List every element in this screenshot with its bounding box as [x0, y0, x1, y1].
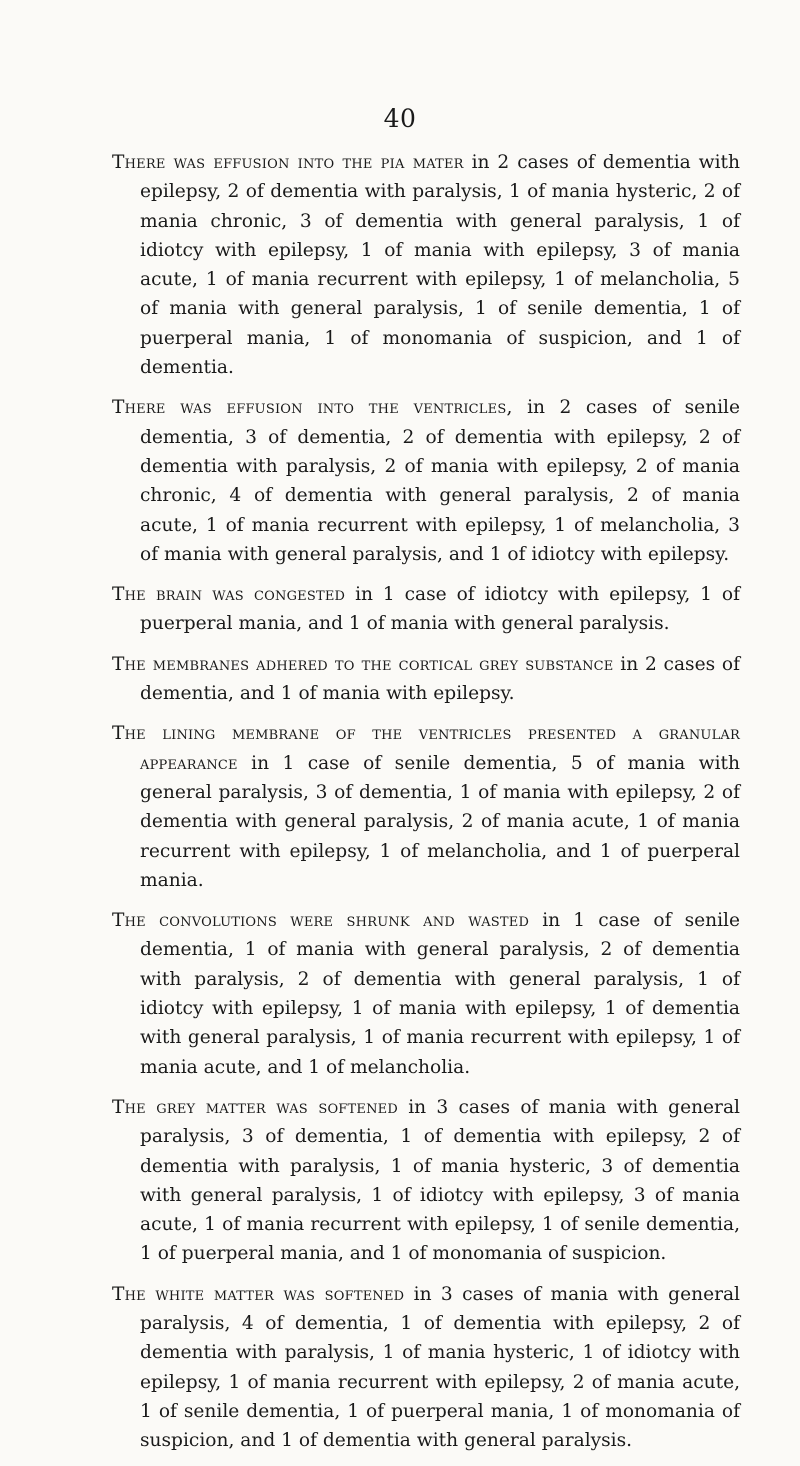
paragraph-text: in 3 cases of mania with general paralysis, 3 of dementia, 1 of dementia with epilepsy, 2 of dementia with paralysis, 1 of mania hysteric, 3 of dementia with general paralysis, 1 of idiotcy with epilepsy, 3 of mania acute, 1 of mania recurrent with epilepsy, 1 of senile dementia, 1 of puerperal mania, and 1 of monomania of suspicion. — [140, 1096, 740, 1265]
paragraph-pia-mater-effusion — [112, 148, 740, 382]
paragraph-text: in 1 case of senile dementia, 1 of mania with general paralysis, 2 of dementia with paralysis, 2 of dementia with general paralysis, 1 of idiotcy with epilepsy, 1 of mania with epilepsy, 1 of dementia with general paralysis, 1 of mania recurrent with epilepsy, 1 of mania acute, and 1 of melancholia. — [140, 910, 741, 1078]
paragraph-lead: The grey matter was softened — [112, 1096, 398, 1118]
paragraph-convolutions-shrunk — [112, 906, 740, 1082]
paragraph-lead: There was effusion into the pia mater — [112, 152, 464, 173]
paragraph-text: in 1 case of idiotcy with epilepsy, 1 of puerperal mania, and 1 of mania with general paralysis. — [140, 584, 740, 635]
paragraph-lead: There was effusion into the ventricles, — [112, 397, 513, 419]
paragraph-lead: The membranes adhered to the cortical grey substance — [112, 653, 614, 675]
paragraph-white-matter-softened — [112, 1280, 740, 1456]
paragraph-lead: The convolutions were shrunk and wasted — [112, 910, 530, 932]
paragraph-text: in 2 cases of dementia with epilepsy, 2 of dementia with paralysis, 1 of mania hysteric, 2 of mania chronic, 3 of dementia with general paralysis, 1 of idiotcy with epilepsy, 1 of mania with epilepsy, 3 of mania acute, 1 of mania recurrent with epilepsy, 1 of melancholia, 5 of mania with general paralysis, 1 of senile dementia, 1 of puerperal mania, 1 of monomania of suspicion, and 1 of dementia. — [140, 152, 740, 379]
body-text — [112, 148, 740, 1466]
paragraph-text: in 3 cases of mania with general paralysis, 4 of dementia, 1 of dementia with epilepsy, 2 of dementia with paralysis, 1 of mania hysteric, 1 of idiotcy with epilepsy, 1 of mania recurrent with epilepsy, 2 of mania acute, 1 of senile dementia, 1 of puerperal mania, 1 of monomania of suspicion, and 1 of dementia with general paralysis. — [140, 1283, 740, 1452]
paragraph-granular-lining — [112, 719, 740, 895]
paragraph-lead: The white matter was softened — [112, 1283, 405, 1305]
paragraph-lead: The lining membrane of the ventricles presented a granular appearance — [112, 723, 740, 774]
paragraph-grey-matter-softened — [112, 1093, 740, 1269]
paragraph-ventricles-effusion — [112, 393, 740, 569]
page-number: 40 — [383, 104, 417, 133]
paragraph-lead: The brain was congested — [112, 584, 346, 606]
paragraph-text: in 1 case of senile dementia, 5 of mania with general paralysis, 3 of dementia, 1 of mania with epilepsy, 2 of dementia with general paralysis, 2 of mania acute, 1 of mania recurrent with epilepsy, 1 of melancholia, and 1 of puerperal mania. — [140, 752, 740, 891]
paragraph-membranes-adhered — [112, 650, 740, 709]
paragraph-text: in 2 cases of senile dementia, 3 of dementia, 2 of dementia with epilepsy, 2 of dementia with paralysis, 2 of mania with epilepsy, 2 of mania chronic, 4 of dementia with general paralysis, 2 of mania acute, 1 of mania recurrent with epilepsy, 1 of melancholia, 3 of mania with general paralysis, and 1 of idiotcy with epilepsy. — [140, 397, 741, 565]
paragraph-brain-congested — [112, 580, 740, 639]
paragraph-text: in 2 cases of dementia, and 1 of mania with epilepsy. — [140, 653, 740, 705]
